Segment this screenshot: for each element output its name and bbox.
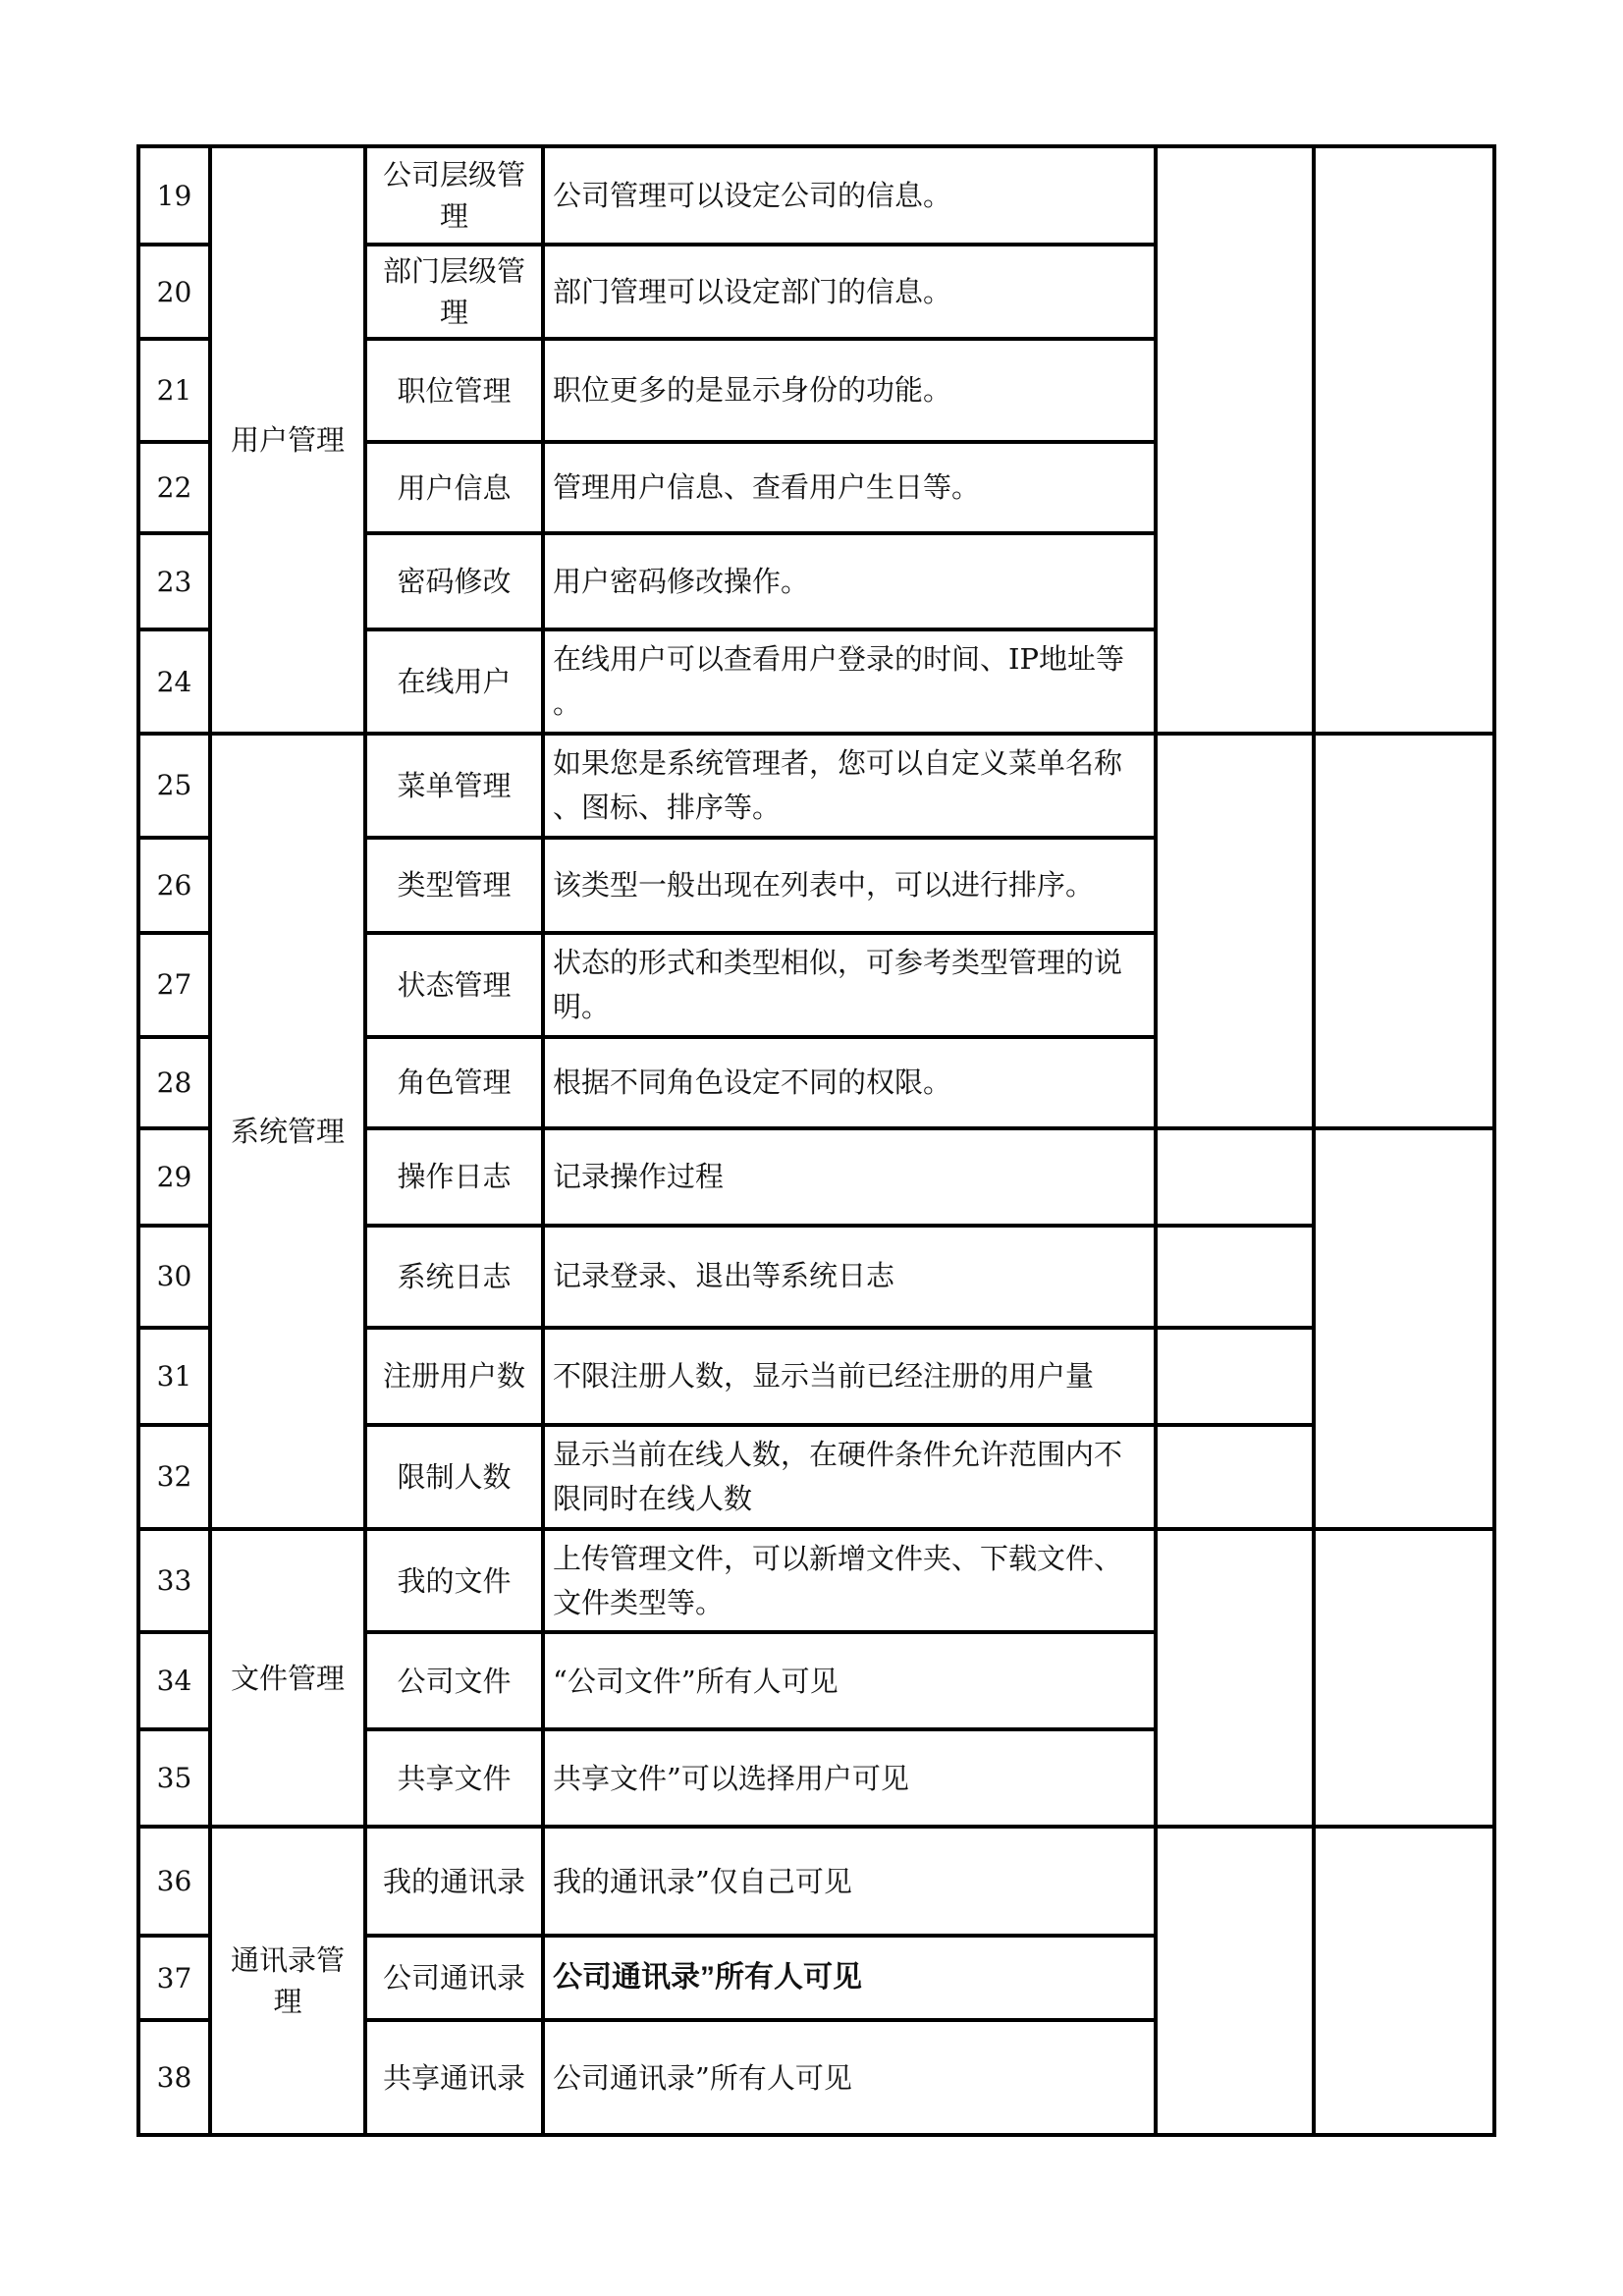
row-number: 24: [138, 629, 210, 734]
row-number: 38: [138, 2020, 210, 2135]
feature-cell: 状态管理: [365, 933, 543, 1037]
feature-cell: 在线用户: [365, 629, 543, 734]
feature-cell: 菜单管理: [365, 734, 543, 838]
row-number: 34: [138, 1632, 210, 1729]
feature-cell: 角色管理: [365, 1037, 543, 1128]
row-number: 20: [138, 245, 210, 339]
empty-cell: [1156, 1128, 1314, 1226]
description-cell: 根据不同角色设定不同的权限。: [543, 1037, 1156, 1128]
empty-cell: [1314, 1128, 1494, 1529]
description-cell: 在线用户可以查看用户登录的时间、IP地址等。: [543, 629, 1156, 734]
description-cell: 如果您是系统管理者，您可以自定义菜单名称、图标、排序等。: [543, 734, 1156, 838]
row-number: 29: [138, 1128, 210, 1226]
description-cell: 状态的形式和类型相似，可参考类型管理的说明。: [543, 933, 1156, 1037]
empty-cell: [1156, 1529, 1314, 1828]
empty-cell: [1156, 734, 1314, 1128]
row-number: 26: [138, 838, 210, 933]
category-cell-user-mgmt: 用户管理: [210, 146, 365, 734]
description-cell: 公司通讯录”所有人可见: [543, 2020, 1156, 2135]
feature-table: [136, 144, 1496, 2137]
feature-cell: 公司层级管理: [365, 146, 543, 245]
description-cell: “公司文件”所有人可见: [543, 1632, 1156, 1729]
row-number: 22: [138, 442, 210, 533]
description-cell: 管理用户信息、查看用户生日等。: [543, 442, 1156, 533]
row-number: 25: [138, 734, 210, 838]
feature-cell: 密码修改: [365, 533, 543, 629]
row-number: 36: [138, 1827, 210, 1936]
description-cell: 共享文件”可以选择用户可见: [543, 1729, 1156, 1827]
row-number: 21: [138, 339, 210, 442]
feature-cell: 公司通讯录: [365, 1936, 543, 2020]
row-number: 27: [138, 933, 210, 1037]
description-cell: 该类型一般出现在列表中，可以进行排序。: [543, 838, 1156, 933]
table-row: [138, 734, 1494, 838]
description-cell: 用户密码修改操作。: [543, 533, 1156, 629]
row-number: 33: [138, 1529, 210, 1633]
row-number: 30: [138, 1226, 210, 1328]
empty-cell: [1314, 1529, 1494, 1828]
row-number: 23: [138, 533, 210, 629]
feature-cell: 注册用户数: [365, 1328, 543, 1425]
row-number: 32: [138, 1425, 210, 1529]
description-cell: 职位更多的是显示身份的功能。: [543, 339, 1156, 442]
table-row: [138, 146, 1494, 245]
feature-cell: 系统日志: [365, 1226, 543, 1328]
description-cell: 我的通讯录”仅自己可见: [543, 1827, 1156, 1936]
description-cell: 记录操作过程: [543, 1128, 1156, 1226]
row-number: 31: [138, 1328, 210, 1425]
row-number: 37: [138, 1936, 210, 2020]
empty-cell: [1314, 1827, 1494, 2135]
feature-cell: 用户信息: [365, 442, 543, 533]
feature-cell: 限制人数: [365, 1425, 543, 1529]
description-cell: 记录登录、退出等系统日志: [543, 1226, 1156, 1328]
feature-cell: 职位管理: [365, 339, 543, 442]
description-cell: 上传管理文件，可以新增文件夹、下载文件、文件类型等。: [543, 1529, 1156, 1633]
description-cell: 显示当前在线人数，在硬件条件允许范围内不限同时在线人数: [543, 1425, 1156, 1529]
feature-cell: 类型管理: [365, 838, 543, 933]
feature-cell: 共享文件: [365, 1729, 543, 1827]
empty-cell: [1314, 734, 1494, 1128]
table-row: [138, 1827, 1494, 1936]
empty-cell: [1156, 1328, 1314, 1425]
description-cell: 部门管理可以设定部门的信息。: [543, 245, 1156, 339]
row-number: 28: [138, 1037, 210, 1128]
feature-cell: 公司文件: [365, 1632, 543, 1729]
feature-cell: 共享通讯录: [365, 2020, 543, 2135]
row-number: 35: [138, 1729, 210, 1827]
category-cell-contacts-mgmt: 通讯录管理: [210, 1827, 365, 2135]
empty-cell: [1156, 1827, 1314, 2135]
empty-cell: [1156, 146, 1314, 734]
description-cell: 公司管理可以设定公司的信息。: [543, 146, 1156, 245]
empty-cell: [1156, 1425, 1314, 1529]
row-number: 19: [138, 146, 210, 245]
table-row: [138, 1529, 1494, 1633]
empty-cell: [1156, 1226, 1314, 1328]
empty-cell: [1314, 146, 1494, 734]
feature-cell: 我的文件: [365, 1529, 543, 1633]
feature-cell: 我的通讯录: [365, 1827, 543, 1936]
feature-cell: 操作日志: [365, 1128, 543, 1226]
category-cell-file-mgmt: 文件管理: [210, 1529, 365, 1828]
description-cell: 公司通讯录”所有人可见: [543, 1936, 1156, 2020]
feature-cell: 部门层级管理: [365, 245, 543, 339]
description-cell: 不限注册人数，显示当前已经注册的用户量: [543, 1328, 1156, 1425]
category-cell-system-mgmt: 系统管理: [210, 734, 365, 1529]
